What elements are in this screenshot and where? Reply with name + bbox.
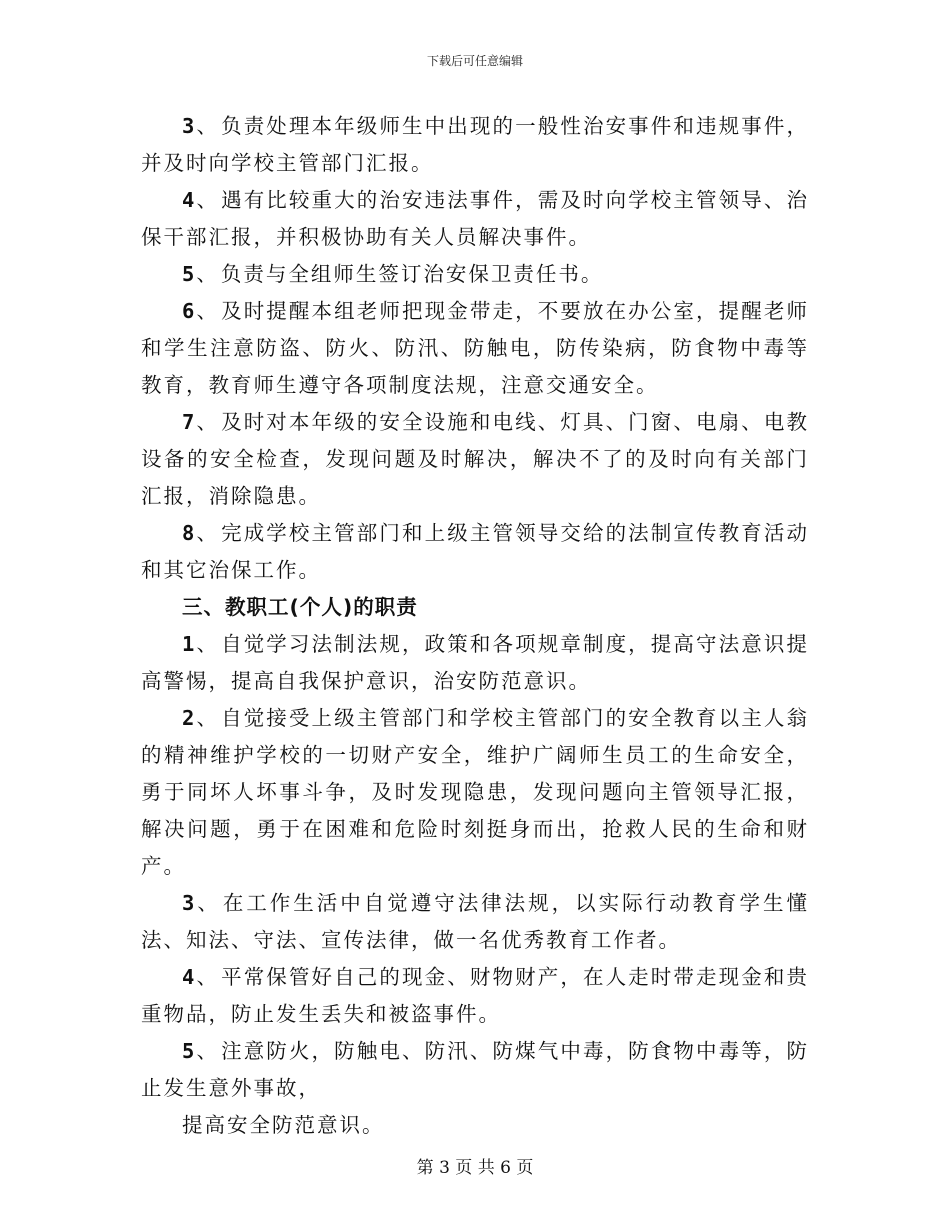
item-text: 注意防火，防触电、防汛、防煤气中毒，防食物中毒等，防止发生意外事故， bbox=[141, 1039, 809, 1100]
item-number: 5 bbox=[182, 262, 197, 286]
item-text: 在工作生活中自觉遵守法律法规，以实际行动教育学生懂法、知法、守法、宣传法律，做一名优秀教育工作者。 bbox=[141, 891, 810, 952]
item-separator: 、 bbox=[196, 114, 220, 138]
staff-duty-item-4 bbox=[141, 959, 809, 1033]
item-text: 及时对本年级的安全设施和电线、灯具、门窗、电扇、电教设备的安全检查，发现问题及时解决，解决不了的及时向有关部门汇报，消除隐患。 bbox=[141, 410, 809, 508]
item-text: 负责处理本年级师生中出现的一般性治安事件和违规事件，并及时向学校主管部门汇报。 bbox=[141, 114, 809, 175]
list-item-4 bbox=[141, 182, 809, 256]
list-item-5 bbox=[141, 256, 809, 293]
item-number: 2 bbox=[182, 706, 197, 730]
item-number: 3 bbox=[182, 891, 197, 915]
page-number: 第 3 页 共 6 页 bbox=[416, 1158, 534, 1178]
item-separator: 、 bbox=[196, 521, 220, 545]
item-separator: 、 bbox=[196, 262, 219, 286]
item-number: 4 bbox=[182, 188, 197, 212]
list-item-6 bbox=[141, 293, 809, 404]
item-separator: 、 bbox=[196, 706, 220, 730]
staff-duty-item-1 bbox=[141, 626, 809, 700]
list-item-3 bbox=[141, 108, 809, 182]
item-text: 及时提醒本组老师把现金带走，不要放在办公室，提醒老师和学生注意防盗、防火、防汛、防触电，防传染病，防食物中毒等教育，教育师生遵守各项制度法规，注意交通安全。 bbox=[141, 299, 809, 397]
staff-duty-item-3 bbox=[141, 885, 809, 959]
list-item-8 bbox=[141, 515, 809, 589]
item-separator: 、 bbox=[196, 632, 220, 656]
item-separator: 、 bbox=[196, 299, 220, 323]
item-separator: 、 bbox=[196, 188, 220, 212]
staff-duty-item-5 bbox=[141, 1033, 809, 1107]
item-text: 完成学校主管部门和上级主管领导交给的法制宣传教育活动和其它治保工作。 bbox=[141, 521, 809, 582]
item-separator: 、 bbox=[196, 965, 220, 989]
item-separator: 、 bbox=[196, 891, 221, 915]
item-number: 1 bbox=[182, 632, 197, 656]
item-number: 6 bbox=[182, 299, 197, 323]
document-body bbox=[141, 108, 809, 1144]
item-number: 7 bbox=[182, 410, 197, 434]
item-separator: 、 bbox=[196, 410, 220, 434]
list-item-7 bbox=[141, 404, 809, 515]
item-text: 负责与全组师生签订治安保卫责任书。 bbox=[220, 262, 604, 286]
staff-duty-item-2 bbox=[141, 700, 809, 885]
item-number: 5 bbox=[182, 1039, 197, 1063]
item-number: 4 bbox=[182, 965, 197, 989]
item-number: 3 bbox=[182, 114, 197, 138]
item-text: 平常保管好自己的现金、财物财产，在人走时带走现金和贵重物品，防止发生丢失和被盗事件。 bbox=[141, 965, 809, 1026]
item-text: 遇有比较重大的治安违法事件，需及时向学校主管领导、治保干部汇报，并积极协助有关人员解决事件。 bbox=[141, 188, 809, 249]
item-text: 自觉学习法制法规，政策和各项规章制度，提高守法意识提高警惕，提高自我保护意识，治安防范意识。 bbox=[141, 632, 809, 693]
header-note: 下载后可任意编辑 bbox=[426, 54, 523, 68]
closing-line: 提高安全防范意识。 bbox=[182, 1113, 385, 1137]
item-separator: 、 bbox=[196, 1039, 220, 1063]
section-heading: 三、教职工(个人)的职责 bbox=[182, 595, 418, 619]
item-number: 8 bbox=[182, 521, 197, 545]
item-text: 自觉接受上级主管部门和学校主管部门的安全教育以主人翁的精神维护学校的一切财产安全，维护广阔师生员工的生命安全，勇于同坏人坏事斗争，及时发现隐患，发现问题向主管领导汇报，解决问题，勇于在困难和危险时刻挺身而出，抢救人民的生命和财产。 bbox=[141, 706, 809, 878]
